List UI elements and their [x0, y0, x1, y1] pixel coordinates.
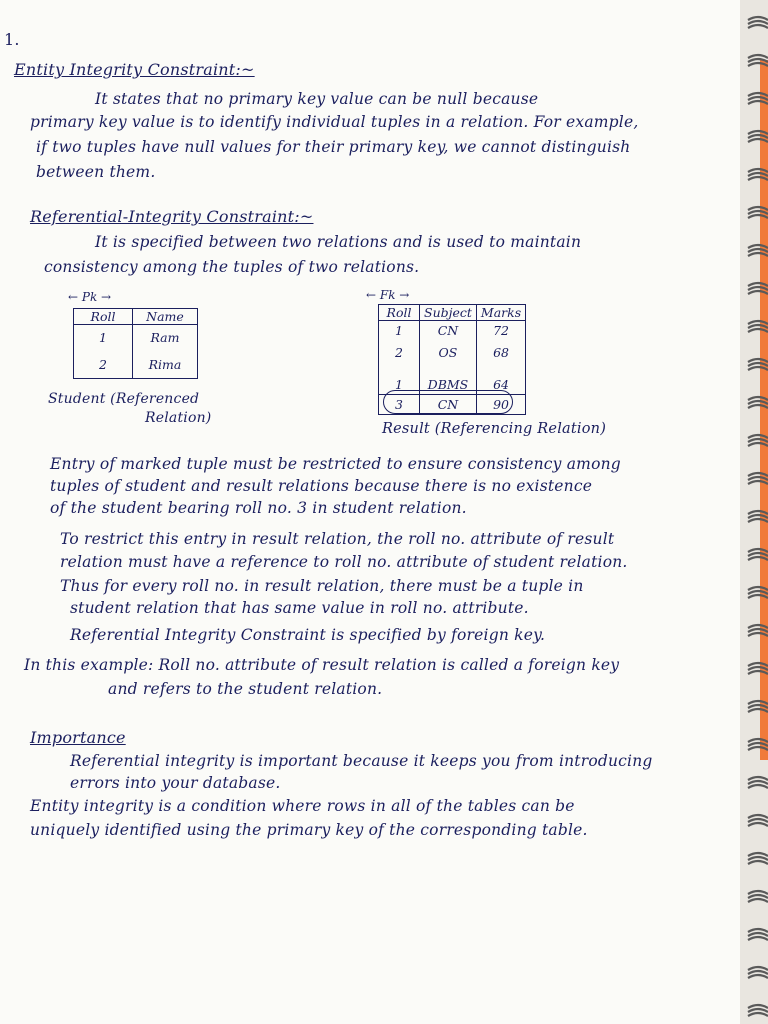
item-number: 1. — [4, 30, 20, 49]
result-cell: OS — [420, 341, 477, 365]
student-header-roll: Roll — [74, 309, 133, 325]
result-cell: 72 — [476, 321, 525, 341]
result-cell — [476, 365, 525, 375]
entity-line: if two tuples have null values for their primary key, we cannot distinguish — [36, 138, 631, 156]
entity-heading: Entity Integrity Constraint:~ — [14, 60, 255, 79]
entity-line: between them. — [36, 163, 156, 181]
body-line: student relation that has same value in roll no. attribute. — [70, 599, 529, 617]
result-cell: CN — [420, 321, 477, 341]
primary-key-label: ← Pk → — [68, 290, 112, 304]
entity-line: It states that no primary key value can be null because — [95, 90, 539, 108]
result-cell-marked: 3 — [379, 395, 420, 415]
marked-tuple-circle — [383, 390, 513, 414]
result-cell: 68 — [476, 341, 525, 365]
result-header-marks: Marks — [476, 305, 525, 321]
importance-heading: Importance — [30, 728, 126, 747]
result-cell: 2 — [379, 341, 420, 365]
referential-line: It is specified between two relations and is used to maintain — [95, 233, 582, 251]
body-line: In this example: Roll no. attribute of result relation is called a foreign key — [24, 656, 620, 674]
foreign-key-label: ← Fk → — [366, 288, 410, 302]
importance-line: Entity integrity is a condition where rows in all of the tables can be — [30, 797, 575, 815]
student-cell: Ram — [133, 325, 198, 351]
body-line: of the student bearing roll no. 3 in student relation. — [50, 499, 467, 517]
result-cell: 64 — [476, 375, 525, 395]
student-cell: 1 — [74, 325, 133, 351]
result-cell: 1 — [379, 375, 420, 395]
entity-line: primary key value is to identify individual tuples in a relation. For example, — [30, 113, 639, 131]
referential-line: consistency among the tuples of two relations. — [44, 258, 420, 276]
result-cell — [379, 365, 420, 375]
body-line: Entry of marked tuple must be restricted to ensure consistency among — [50, 455, 621, 473]
result-header-subject: Subject — [420, 305, 477, 321]
result-cell-marked: CN — [420, 395, 477, 415]
referential-heading: Referential-Integrity Constraint:~ — [30, 207, 314, 226]
body-line: and refers to the student relation. — [108, 680, 383, 698]
importance-line: Referential integrity is important because it keeps you from introducing — [70, 752, 653, 770]
result-cell — [420, 365, 477, 375]
result-cell: 1 — [379, 321, 420, 341]
result-cell: DBMS — [420, 375, 477, 395]
result-cell-marked: 90 — [476, 395, 525, 415]
student-cell: Rima — [133, 351, 198, 379]
result-header-roll: Roll — [379, 305, 420, 321]
student-table — [73, 308, 198, 379]
body-line: tuples of student and result relations because there is no existence — [50, 477, 593, 495]
student-cell: 2 — [74, 351, 133, 379]
body-line: To restrict this entry in result relation, the roll no. attribute of result — [60, 530, 615, 548]
body-line: Referential Integrity Constraint is specified by foreign key. — [70, 626, 546, 644]
student-caption: Student (Referenced — [48, 391, 200, 407]
body-line: relation must have a reference to roll no. attribute of student relation. — [60, 553, 628, 571]
body-line: Thus for every roll no. in result relation, there must be a tuple in — [60, 577, 584, 595]
importance-line: uniquely identified using the primary key of the corresponding table. — [30, 821, 588, 839]
importance-line: errors into your database. — [70, 774, 281, 792]
student-header-name: Name — [133, 309, 198, 325]
result-caption: Result (Referencing Relation) — [382, 421, 607, 437]
student-caption: Relation) — [145, 410, 212, 426]
spiral-binding — [722, 0, 768, 1024]
